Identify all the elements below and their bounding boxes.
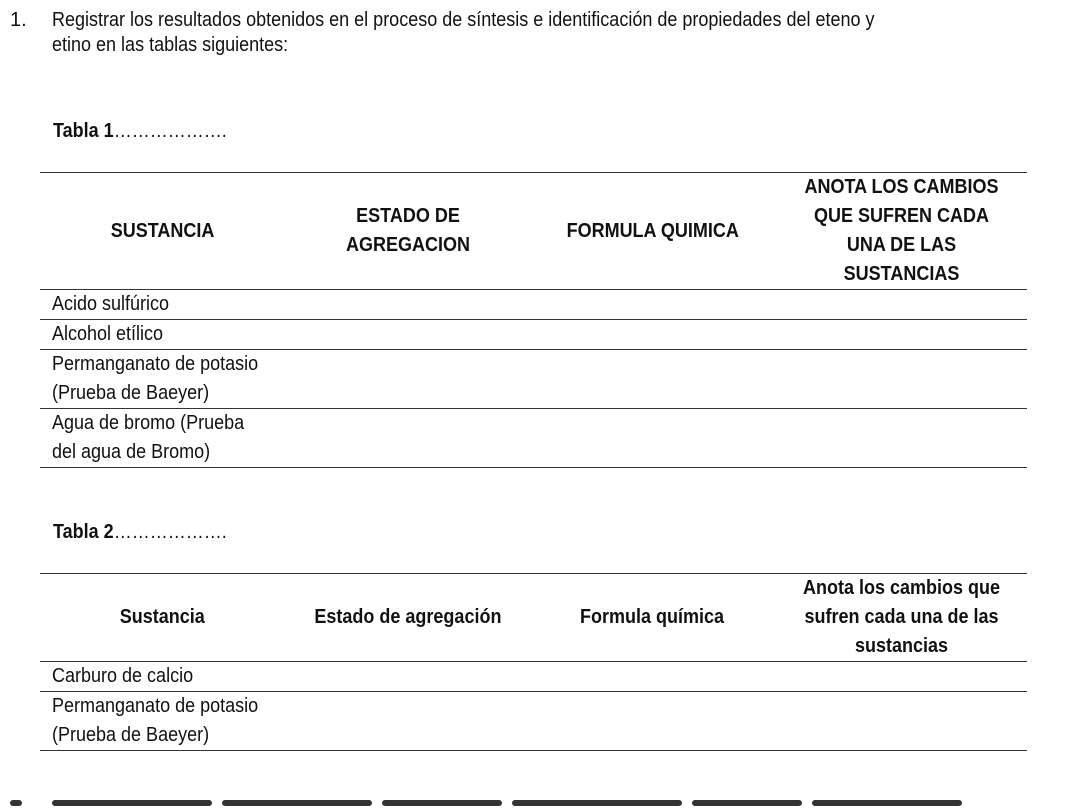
table2-row-2-cambios[interactable] (775, 692, 1027, 751)
table2 (40, 573, 1027, 751)
table1-header-cambios: ANOTA LOS CAMBIOS QUE SUFREN CADA UNA DE LAS SUSTANCIAS (803, 176, 998, 285)
table1-row-4-sustancia: Agua de bromo (Prueba del agua de Bromo) (52, 412, 245, 463)
table1-title (53, 119, 227, 143)
table2-row-2-estado[interactable] (285, 692, 530, 751)
table1-row-3-estado[interactable] (285, 350, 530, 409)
table1-row-4-formula[interactable] (530, 409, 775, 468)
table2-row-1-formula[interactable] (530, 662, 775, 692)
table2-header-row (40, 574, 1027, 662)
table2-title (53, 520, 227, 544)
table1 (40, 172, 1027, 468)
table1-row-1-cambios[interactable] (775, 290, 1027, 320)
table1-row-4-cambios[interactable] (775, 409, 1027, 468)
table1-row-2-cambios[interactable] (775, 320, 1027, 350)
truncated-next-item (10, 800, 1010, 812)
table-row (40, 320, 1027, 350)
table1-row-2-sustancia: Alcohol etílico (52, 323, 164, 345)
instruction-number: 1. (10, 9, 27, 31)
instruction-line-2: etino en las tablas siguientes: (52, 34, 289, 56)
table2-header-formula: Formula química (580, 606, 725, 628)
table2-row-1-cambios[interactable] (775, 662, 1027, 692)
table1-row-2-formula[interactable] (530, 320, 775, 350)
table1-row-3-sustancia: Permanganato de potasio (Prueba de Baeyer) (52, 353, 259, 404)
table1-row-1-sustancia: Acido sulfúrico (52, 293, 170, 315)
table2-title-dots: ………………. (113, 521, 227, 543)
table1-row-1-formula[interactable] (530, 290, 775, 320)
table1-row-2-estado[interactable] (285, 320, 530, 350)
table-row (40, 350, 1027, 409)
table-row (40, 662, 1027, 692)
table1-row-3-formula[interactable] (530, 350, 775, 409)
table2-header-sustancia: Sustancia (119, 606, 206, 628)
table2-header-estado: Estado de agregación (313, 606, 502, 628)
table1-header-sustancia: SUSTANCIA (110, 219, 215, 242)
table1-title-dots: ………………. (113, 120, 227, 142)
table1-row-1-estado[interactable] (285, 290, 530, 320)
table1-header-row (40, 173, 1027, 290)
table-row (40, 692, 1027, 751)
table2-row-1-sustancia: Carburo de calcio (52, 665, 194, 687)
table2-row-1-estado[interactable] (285, 662, 530, 692)
table-row (40, 409, 1027, 468)
table2-header-cambios: Anota los cambios que sufren cada una de las sustancias (802, 577, 1000, 657)
table1-row-4-estado[interactable] (285, 409, 530, 468)
table-row (40, 290, 1027, 320)
table1-title-label: Tabla 1 (53, 120, 114, 142)
table2-row-2-sustancia: Permanganato de potasio (Prueba de Baeyer) (52, 695, 259, 746)
table1-header-estado: ESTADO DE AGREGACION (345, 205, 470, 256)
table1-header-formula: FORMULA QUIMICA (566, 219, 739, 242)
instruction-line-1: Registrar los resultados obtenidos en el proceso de síntesis e identificación de propiedades del eteno y (52, 9, 875, 31)
table2-title-label: Tabla 2 (53, 521, 114, 543)
table2-row-2-formula[interactable] (530, 692, 775, 751)
table1-row-3-cambios[interactable] (775, 350, 1027, 409)
